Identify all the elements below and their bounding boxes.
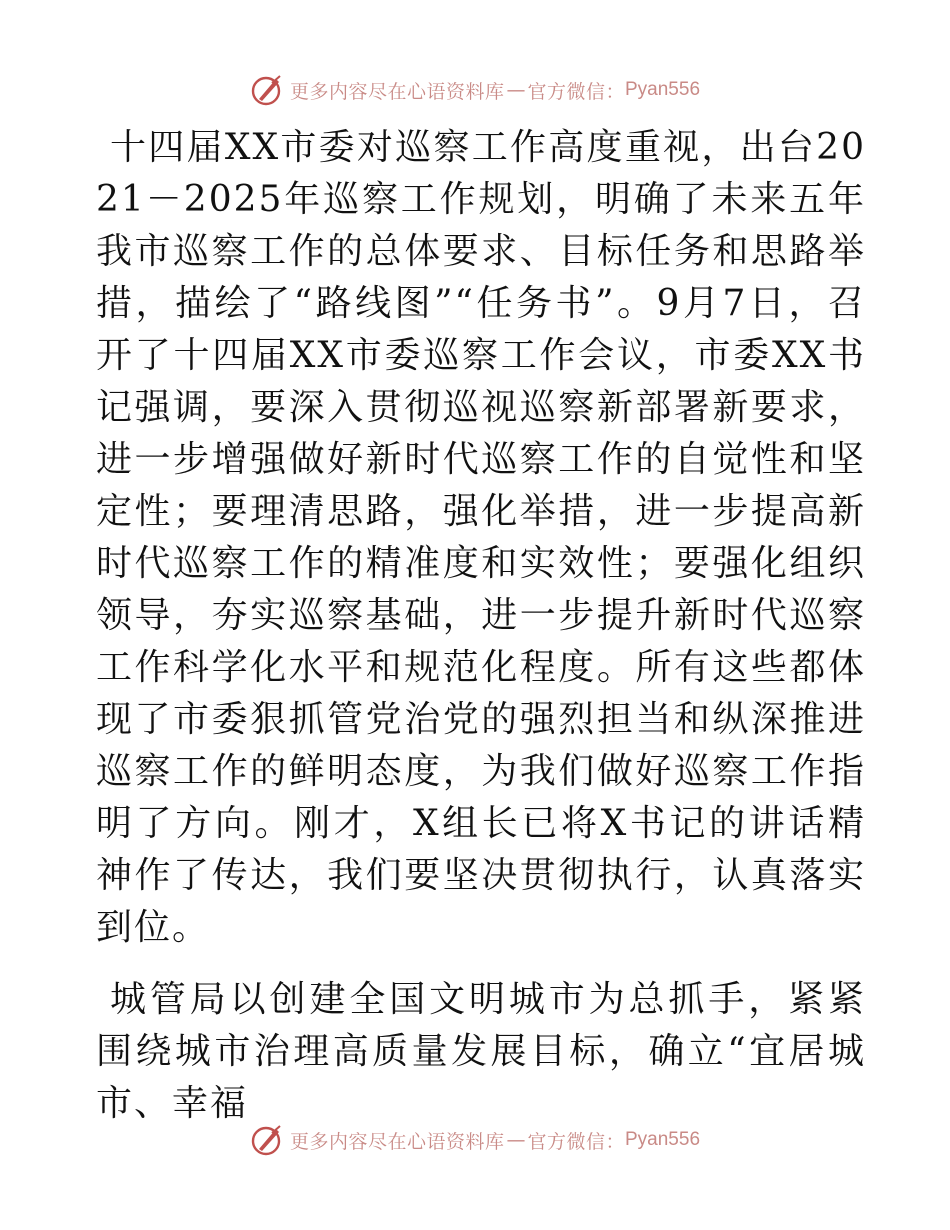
watermark-wechat-id: Pyan556 [625, 1129, 701, 1150]
watermark-separator: — [506, 79, 526, 101]
watermark-contact: 官方微信： [527, 80, 625, 103]
watermark-brand: 更多内容尽在心语资料库 [289, 1130, 505, 1153]
document-body [96, 122, 866, 1130]
footer-watermark [0, 1120, 950, 1160]
paragraph-1: 十四届XX市委对巡察工作高度重视，出台2021－2025年巡察工作规划，明确了未来五年我市巡察工作的总体要求、目标任务和思路举措，描绘了“路线图”“任务书”。9月7日，召开了十四届XX市委巡察工作会议，市委XX书记强调，要深入贯彻巡视巡察新部署新要求，进一步增强做好新时代巡察工作的自觉性和坚定性；要理清思路，强化举措，进一步提高新时代巡察工作的精准度和实效性；要强化组织领导，夯实巡察基础，进一步提升新时代巡察工作科学化水平和规范化程度。所有这些都体现了市委狠抓管党治党的强烈担当和纵深推进巡察工作的鲜明态度，为我们做好巡察工作指明了方向。刚才，X组长已将X书记的讲话精神作了传达，我们要坚决贯彻执行，认真落实到位。 [96, 127, 866, 948]
watermark-brand: 更多内容尽在心语资料库 [289, 80, 505, 103]
quill-logo-icon [250, 1123, 284, 1157]
watermark-separator: — [506, 1129, 526, 1151]
header-watermark [0, 70, 950, 110]
paragraph-2: 城管局以创建全国文明城市为总抓手，紧紧围绕城市治理高质量发展目标，确立“宜居城市、幸福 [96, 979, 866, 1124]
watermark-wechat-id: Pyan556 [625, 79, 701, 100]
watermark-contact: 官方微信： [527, 1130, 625, 1153]
quill-logo-icon [250, 73, 284, 107]
